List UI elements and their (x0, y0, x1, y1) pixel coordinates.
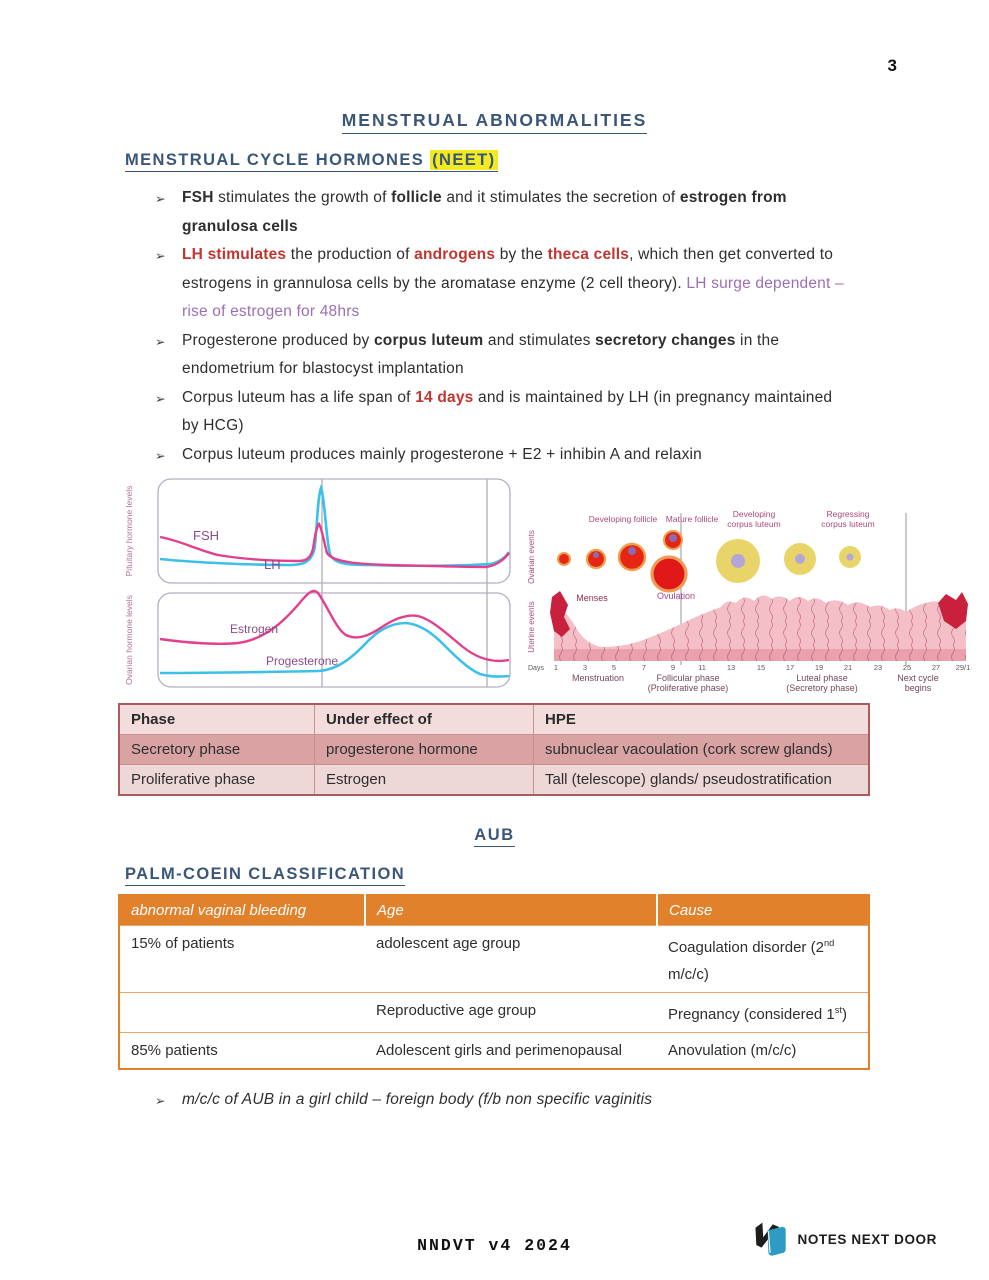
menstrual-cycle-figure (118, 477, 986, 693)
endometrium-graphic (550, 591, 968, 661)
ovarian-axis-label: Ovarian hormone levels (124, 595, 134, 685)
svg-text:25: 25 (902, 663, 912, 672)
hormones-bullet-list (155, 184, 853, 469)
brand-name: NOTES NEXT DOOR (797, 1231, 937, 1247)
footer-version-code: NNDVT v4 2024 (417, 1236, 572, 1255)
bullet-lh: ➢ LH stimulates the production of androgens by the theca cells, which then get converted to estrogens in grannulosa cells by the aromatase enzyme (2 cell theory). LH surge dependent – rise of estrogen for 48hrs (155, 241, 853, 327)
svg-text:1: 1 (553, 663, 559, 672)
svg-text:21: 21 (843, 663, 853, 672)
bullet-arrow-icon: ➢ (155, 192, 166, 206)
column-header: abnormal vaginal bleeding (119, 895, 365, 926)
hormone-levels-chart (118, 477, 520, 693)
svg-text:27: 27 (931, 663, 941, 672)
bullet-arrow-icon: ➢ (155, 448, 166, 463)
progesterone-label: Progesterone (266, 654, 339, 668)
svg-text:11: 11 (698, 663, 706, 672)
svg-text:3: 3 (582, 663, 588, 672)
next-cycle-label: Next cycle (897, 673, 939, 683)
estrogen-curve (160, 591, 509, 661)
developing-follicle-label: Developing follicle (588, 514, 658, 524)
estrogen-label: Estrogen (230, 622, 279, 636)
table-header-row (119, 704, 869, 735)
phase-hpe-table (118, 703, 870, 796)
fsh-label: FSH (193, 528, 219, 543)
table-row: Proliferative phase Estrogen Tall (telescope) glands/ pseudostratification (119, 765, 869, 796)
column-header: Under effect of (315, 704, 534, 735)
svg-text:5: 5 (611, 663, 617, 672)
svg-text:17: 17 (785, 663, 795, 672)
bullet-progesterone: ➢ Progesterone produced by corpus luteum and stimulates secretory changes in the endometrium for blastocyst implantation (155, 327, 853, 384)
svg-text:9: 9 (670, 663, 676, 672)
column-header: Cause (657, 895, 869, 926)
page-title: MENSTRUAL ABNORMALITIES (0, 110, 989, 131)
notes-next-door-book-icon (752, 1220, 790, 1258)
bullet-aub-girl-child: ➢ m/c/c of AUB in a girl child – foreign body (f/b non specific vaginitis (155, 1086, 853, 1115)
aub-heading: AUB (0, 826, 989, 845)
table-row: Reproductive age group Pregnancy (considered 1st) (119, 993, 869, 1033)
menses-label: Menses (576, 593, 608, 603)
bullet-corpus-luteum-lifespan: ➢ Corpus luteum has a life span of 14 days and is maintained by LH (in pregnancy maintained by HCG) (155, 384, 853, 441)
table-row: 85% patients Adolescent girls and perimenopausal Anovulation (m/c/c) (119, 1033, 869, 1070)
mature-follicle-icon (652, 531, 686, 591)
svg-text:7: 7 (641, 663, 647, 672)
follicular-phase-label: Follicular phase (656, 673, 720, 683)
bullet-arrow-icon: ➢ (155, 1094, 166, 1108)
cycle-events-svg (526, 477, 984, 693)
mature-follicle-label: Mature follicle (665, 514, 719, 524)
bullet-arrow-icon: ➢ (155, 334, 166, 349)
svg-text:29/1: 29/1 (955, 663, 971, 672)
corpus-luteum-icons (716, 539, 861, 583)
table-row: Secretory phase progesterone hormone subnuclear vacoulation (cork screw glands) (119, 735, 869, 765)
brand-logo (752, 1220, 937, 1258)
bullet-fsh: ➢ FSH stimulates the growth of follicle and it stimulates the secretion of estrogen from granulosa cells (155, 184, 853, 241)
table-header-row (119, 895, 869, 926)
column-header: Phase (119, 704, 315, 735)
column-header: HPE (534, 704, 870, 735)
svg-text:23: 23 (873, 663, 883, 672)
bullet-corpus-luteum-products: ➢ Corpus luteum produces mainly progesterone + E2 + inhibin A and relaxin (155, 441, 853, 470)
bullet-arrow-icon: ➢ (155, 391, 166, 406)
svg-text:(Proliferative phase): (Proliferative phase) (647, 683, 729, 693)
svg-text:15: 15 (756, 663, 766, 672)
neet-highlight: (NEET) (432, 151, 496, 169)
svg-text:(Secretory phase): (Secretory phase) (786, 683, 858, 693)
cycle-events-diagram (526, 477, 984, 693)
uterine-events-label: Uterine events (527, 601, 536, 653)
svg-text:13: 13 (726, 663, 736, 672)
aub-bullet-list (155, 1086, 853, 1115)
days-axis-label: Days (528, 665, 544, 672)
luteal-phase-label: Luteal phase (796, 673, 848, 683)
bullet-arrow-icon: ➢ (155, 249, 166, 263)
hormone-levels-svg (118, 477, 520, 693)
section-heading-hormones: MENSTRUAL CYCLE HORMONES (NEET) (125, 151, 989, 170)
palm-coein-heading: PALM-COEIN CLASSIFICATION (125, 865, 989, 884)
ovarian-events-label: Ovarian events (527, 530, 536, 584)
svg-text:19: 19 (814, 663, 824, 672)
palm-coein-table (118, 894, 870, 1070)
svg-text:corpus luteum: corpus luteum (821, 519, 875, 529)
pituitary-axis-label: Pituitary hormone levels (124, 485, 134, 577)
regressing-cl-label: Regressing (826, 509, 870, 519)
days-ticks (554, 663, 970, 672)
menstruation-label: Menstruation (571, 673, 625, 683)
developing-follicles-icon (558, 544, 645, 570)
svg-text:begins: begins (904, 683, 932, 693)
column-header: Age (365, 895, 657, 926)
lh-label: LH (264, 557, 281, 572)
phase-labels (572, 673, 939, 693)
ovulation-label: Ovulation (656, 591, 696, 601)
menses-blob-left (550, 591, 570, 637)
svg-text:corpus luteum: corpus luteum (727, 519, 781, 529)
progesterone-curve (160, 623, 509, 677)
page-number: 3 (887, 56, 897, 75)
developing-cl-label: Developing (732, 509, 776, 519)
table-row: 15% of patients adolescent age group Coagulation disorder (2nd m/c/c) (119, 926, 869, 993)
